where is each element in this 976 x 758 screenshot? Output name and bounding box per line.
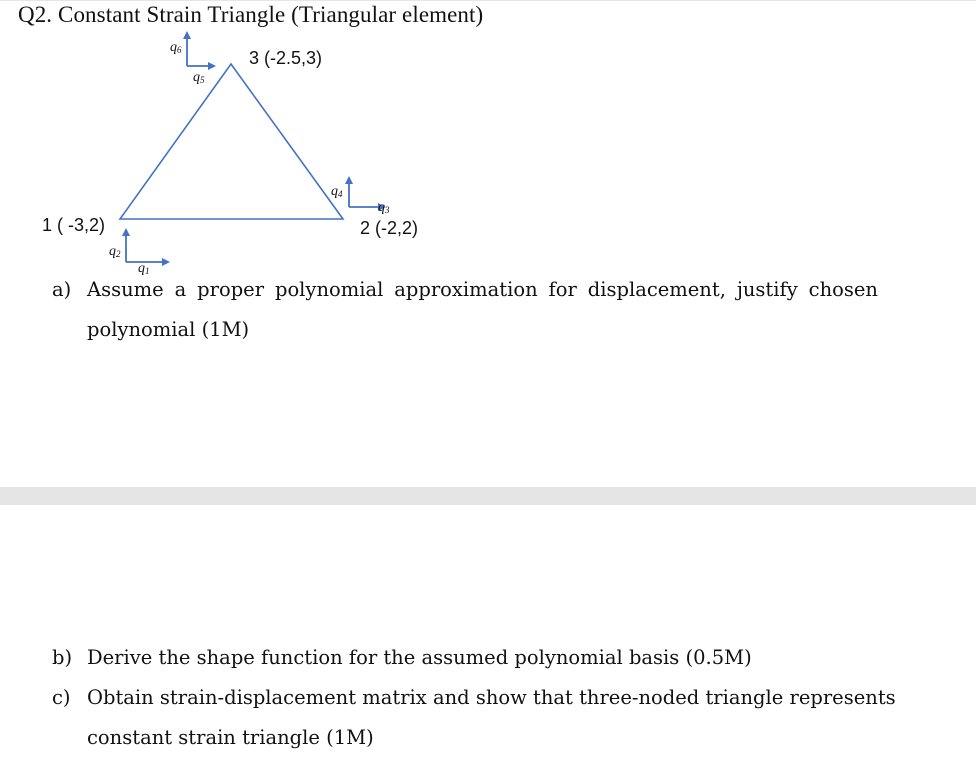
dof-label-q5: q5 bbox=[193, 70, 205, 85]
dof-label-q1: q1 bbox=[138, 261, 150, 276]
dof-label-q2: q2 bbox=[109, 244, 121, 259]
question-c-letter: c) bbox=[52, 686, 71, 709]
node-3-label: 3 (-2.5,3) bbox=[249, 48, 323, 68]
node-1-label: 1 ( -3,2) bbox=[42, 215, 106, 235]
dof-label-q3: q3 bbox=[378, 200, 390, 215]
dof-label-q4: q4 bbox=[331, 184, 343, 199]
question-b bbox=[52, 638, 952, 678]
cst-triangle-figure bbox=[0, 0, 976, 300]
question-a-text: Assume a proper polynomial approximation for displacement, justify chosen polynomial (1M) bbox=[87, 278, 878, 341]
question-title: Q2. Constant Strain Triangle (Triangular element) bbox=[18, 2, 484, 27]
triangle-element bbox=[120, 64, 343, 219]
question-b-text: Derive the shape function for the assumed polynomial basis (0.5M) bbox=[87, 646, 752, 669]
question-c bbox=[52, 678, 952, 758]
question-a-letter: a) bbox=[52, 278, 72, 301]
question-b-letter: b) bbox=[52, 646, 73, 669]
question-a bbox=[52, 270, 878, 350]
page-break bbox=[0, 487, 976, 505]
node-2-label: 2 (-2,2) bbox=[360, 218, 419, 238]
dof-label-q6: q6 bbox=[170, 40, 182, 55]
question-c-text: Obtain strain-displacement matrix and show that three-noded triangle represents constant strain triangle (1M) bbox=[87, 686, 896, 749]
